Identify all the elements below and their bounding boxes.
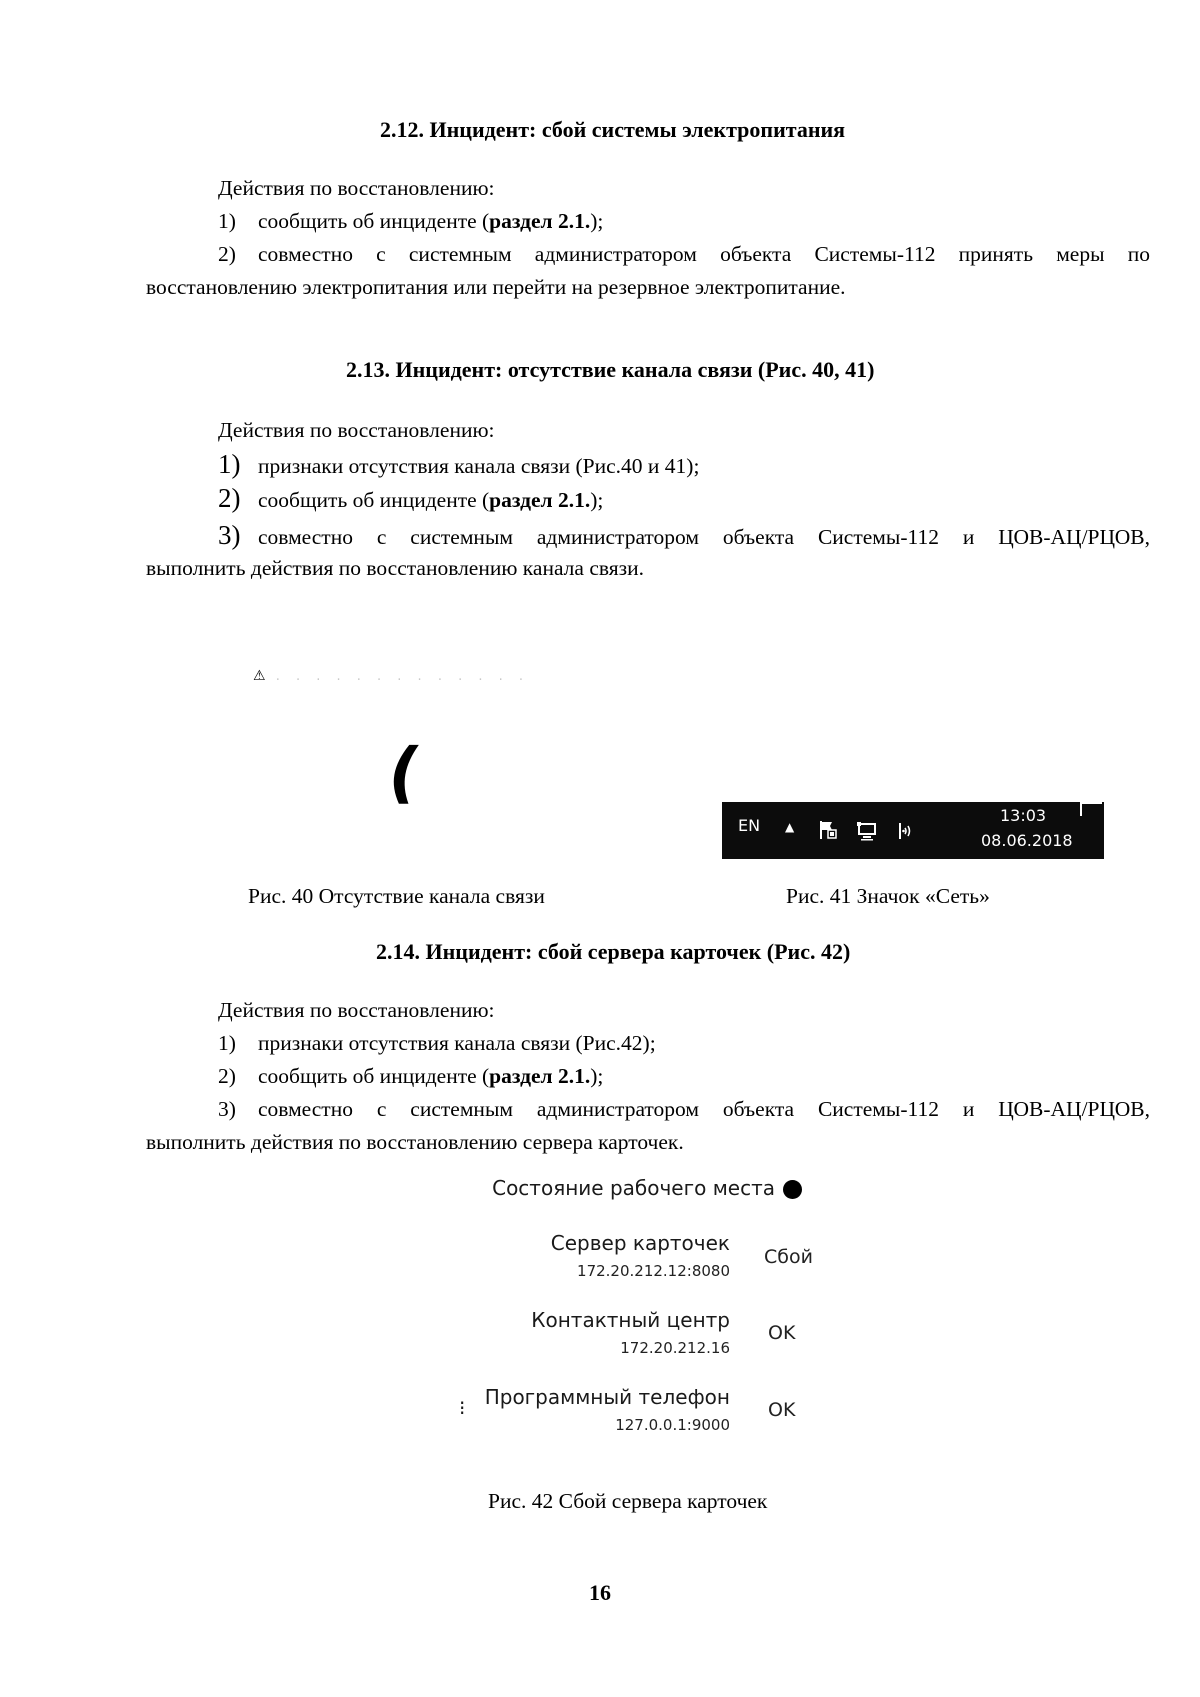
wifi-icon[interactable] bbox=[896, 820, 918, 842]
list-item-continuation: восстановлению электропитания или перейти на резервное электропитание. bbox=[146, 275, 846, 299]
status-row-value: Сбой bbox=[764, 1246, 813, 1268]
status-row-label: Сервер карточек bbox=[550, 1231, 730, 1255]
faint-status-text bbox=[253, 668, 529, 684]
section-heading-2-12: 2.12. Инцидент: сбой системы электропитания bbox=[380, 117, 846, 142]
reconnecting-arc-icon: ( bbox=[382, 734, 427, 811]
status-row-address: 172.20.212.16 bbox=[620, 1339, 730, 1357]
list-item-number: 1) bbox=[218, 1031, 236, 1055]
list-item-number: 1) bbox=[218, 449, 241, 479]
list-item bbox=[218, 518, 1150, 554]
page-number: 16 bbox=[589, 1580, 611, 1605]
list-item bbox=[218, 447, 699, 483]
clock-date[interactable]: 08.06.2018 bbox=[981, 831, 1073, 850]
list-item bbox=[218, 481, 603, 517]
faint-text: . . . . . . . . . . . . . bbox=[275, 669, 530, 684]
clock-time[interactable]: 13:03 bbox=[1000, 806, 1047, 825]
network-icon[interactable] bbox=[856, 820, 880, 842]
list-item-text: совместно с системным администратором объекта Системы-112 и ЦОВ-АЦ/РЦОВ, bbox=[258, 1097, 1150, 1121]
list-item-text: совместно с системным администратором объекта Системы-112 и ЦОВ-АЦ/РЦОВ, bbox=[258, 525, 1150, 549]
recovery-actions-label: Действия по восстановлению: bbox=[218, 418, 495, 442]
list-item-number: 2) bbox=[218, 483, 241, 513]
recovery-actions-label: Действия по восстановлению: bbox=[218, 998, 495, 1022]
list-item-text: сообщить об инциденте ( bbox=[258, 209, 490, 233]
figure-42-caption: Рис. 42 Сбой сервера карточек bbox=[488, 1489, 768, 1513]
list-item bbox=[218, 204, 603, 238]
status-row-label: Программный телефон bbox=[484, 1385, 730, 1409]
list-item-text: сообщить об инциденте ( bbox=[258, 488, 490, 512]
language-indicator[interactable]: EN bbox=[738, 816, 761, 835]
list-item-number: 1) bbox=[218, 209, 236, 233]
list-item-number: 3) bbox=[218, 520, 241, 550]
list-item-continuation: выполнить действия по восстановлению канала связи. bbox=[146, 556, 645, 580]
list-item-text: ); bbox=[590, 1064, 604, 1088]
list-item bbox=[218, 1092, 1150, 1126]
list-item-number: 2) bbox=[218, 242, 236, 266]
list-item bbox=[218, 1059, 603, 1093]
list-item-text: признаки отсутствия канала связи (Рис.42); bbox=[258, 1031, 656, 1055]
section-reference: раздел 2.1. bbox=[489, 1064, 591, 1088]
list-item-text: признаки отсутствия канала связи (Рис.40 и 41); bbox=[258, 454, 700, 478]
windows-taskbar-tray bbox=[722, 802, 1104, 859]
flag-icon[interactable] bbox=[818, 819, 840, 841]
list-item-text: ); bbox=[590, 209, 604, 233]
list-item-text: ); bbox=[590, 488, 604, 512]
status-indicator-icon bbox=[783, 1180, 802, 1199]
workstation-status-title: Состояние рабочего места bbox=[492, 1176, 775, 1200]
status-row-address: 127.0.0.1:9000 bbox=[615, 1416, 730, 1434]
list-item-continuation: выполнить действия по восстановлению сервера карточек. bbox=[146, 1130, 684, 1154]
chevron-up-icon[interactable]: ▲ bbox=[785, 820, 795, 834]
figure-41-caption: Рис. 41 Значок «Сеть» bbox=[786, 884, 990, 908]
list-item bbox=[218, 1026, 656, 1060]
status-row-address: 172.20.212.12:8080 bbox=[577, 1262, 730, 1280]
recovery-actions-label: Действия по восстановлению: bbox=[218, 176, 495, 200]
side-marker: ⁝ bbox=[459, 1396, 466, 1420]
list-item bbox=[218, 237, 1150, 271]
warning-icon: ⚠ bbox=[253, 668, 266, 684]
show-desktop-button[interactable] bbox=[1080, 802, 1102, 816]
section-reference: раздел 2.1. bbox=[489, 209, 591, 233]
section-heading-2-13: 2.13. Инцидент: отсутствие канала связи (Рис. 40, 41) bbox=[346, 357, 875, 382]
status-row-value: OK bbox=[768, 1399, 796, 1421]
list-item-text: сообщить об инциденте ( bbox=[258, 1064, 490, 1088]
status-row-label: Контактный центр bbox=[531, 1308, 730, 1332]
list-item-number: 2) bbox=[218, 1064, 236, 1088]
figure-40-caption: Рис. 40 Отсутствие канала связи bbox=[248, 884, 545, 908]
section-heading-2-14: 2.14. Инцидент: сбой сервера карточек (Рис. 42) bbox=[376, 939, 851, 964]
list-item-number: 3) bbox=[218, 1097, 236, 1121]
status-row-value: OK bbox=[768, 1322, 796, 1344]
section-reference: раздел 2.1. bbox=[489, 488, 591, 512]
list-item-text: совместно с системным администратором объекта Системы-112 принять меры по bbox=[258, 242, 1150, 266]
